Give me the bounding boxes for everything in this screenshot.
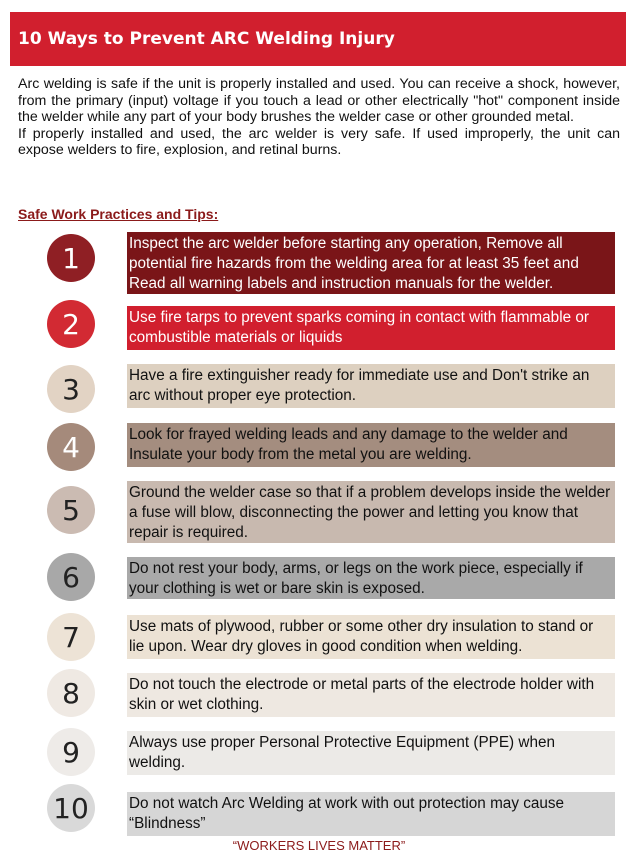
tip-box — [127, 673, 615, 717]
tip-text: Use mats of plywood, rubber or some other dry insulation to stand or lie upon. Wear dry gloves in good condition when welding. — [129, 618, 594, 655]
intro-paragraph-1: Arc welding is safe if the unit is properly installed and used. You can receive a shock, however, from the primary (input) voltage if you touch a lead or other electrically "hot" component inside the welder while any part of your body brushes the welder case or other grounded metal. — [18, 76, 620, 125]
tip-number-badge — [47, 423, 95, 471]
intro-text — [18, 76, 620, 159]
tip-text: Use fire tarps to prevent sparks coming in contact with flammable or combustible materials or liquids — [129, 309, 589, 346]
tip-number: 7 — [62, 620, 80, 654]
page-header — [10, 12, 626, 66]
tip-number-badge — [47, 486, 95, 534]
intro-paragraph-2: If properly installed and used, the arc welder is very safe. If used improperly, the unit can expose welders to fire, explosion, and retinal burns. — [18, 125, 620, 158]
tip-number-badge — [47, 234, 95, 282]
tip-number: 9 — [62, 735, 80, 769]
tip-number-badge — [47, 300, 95, 348]
tip-box — [127, 615, 615, 659]
tip-box — [127, 364, 615, 408]
footer-slogan: “WORKERS LIVES MATTER” — [232, 838, 406, 853]
tip-number-badge — [47, 728, 95, 776]
tip-text: Do not touch the electrode or metal parts of the electrode holder with skin or wet clothing. — [129, 676, 595, 713]
tip-number: 6 — [62, 560, 80, 594]
tip-number-badge — [47, 553, 95, 601]
tip-text: Always use proper Personal Protective Equipment (PPE) when welding. — [129, 734, 555, 771]
tip-number-badge — [47, 784, 95, 832]
tip-number-badge — [47, 365, 95, 413]
tip-text: Have a fire extinguisher ready for immediate use and Don't strike an arc without proper eye protection. — [129, 367, 590, 404]
tip-number: 3 — [62, 372, 80, 406]
tip-number: 2 — [62, 307, 80, 341]
tip-box — [127, 731, 615, 775]
tip-box — [127, 481, 615, 543]
page-title: 10 Ways to Prevent ARC Welding Injury — [18, 29, 395, 49]
section-title: Safe Work Practices and Tips: — [18, 206, 219, 222]
tip-number: 5 — [62, 493, 80, 527]
tip-box — [127, 557, 615, 599]
tip-text: Do not watch Arc Welding at work with out protection may cause “Blindness” — [129, 795, 565, 832]
tip-number-badge — [47, 669, 95, 717]
tip-box — [127, 306, 615, 350]
tip-number: 8 — [62, 676, 80, 710]
tip-text: Do not rest your body, arms, or legs on the work piece, especially if your clothing is wet or bare skin is exposed. — [129, 560, 583, 597]
tip-number: 4 — [62, 430, 80, 464]
tip-text: Inspect the arc welder before starting any operation, Remove all potential fire hazards from the welding area for at least 35 feet and Read all warning labels and instruction manuals for the welder. — [129, 235, 579, 292]
tip-number: 10 — [53, 791, 89, 825]
tip-box — [127, 792, 615, 836]
tip-box — [127, 423, 615, 467]
tip-text: Ground the welder case so that if a problem develops inside the welder a fuse will blow, disconnecting the power and letting you know that repair is required. — [129, 484, 611, 541]
tip-text: Look for frayed welding leads and any damage to the welder and Insulate your body from the metal you are welding. — [129, 426, 568, 463]
tip-number-badge — [47, 613, 95, 661]
tip-box — [127, 232, 615, 294]
tip-number: 1 — [62, 241, 80, 275]
